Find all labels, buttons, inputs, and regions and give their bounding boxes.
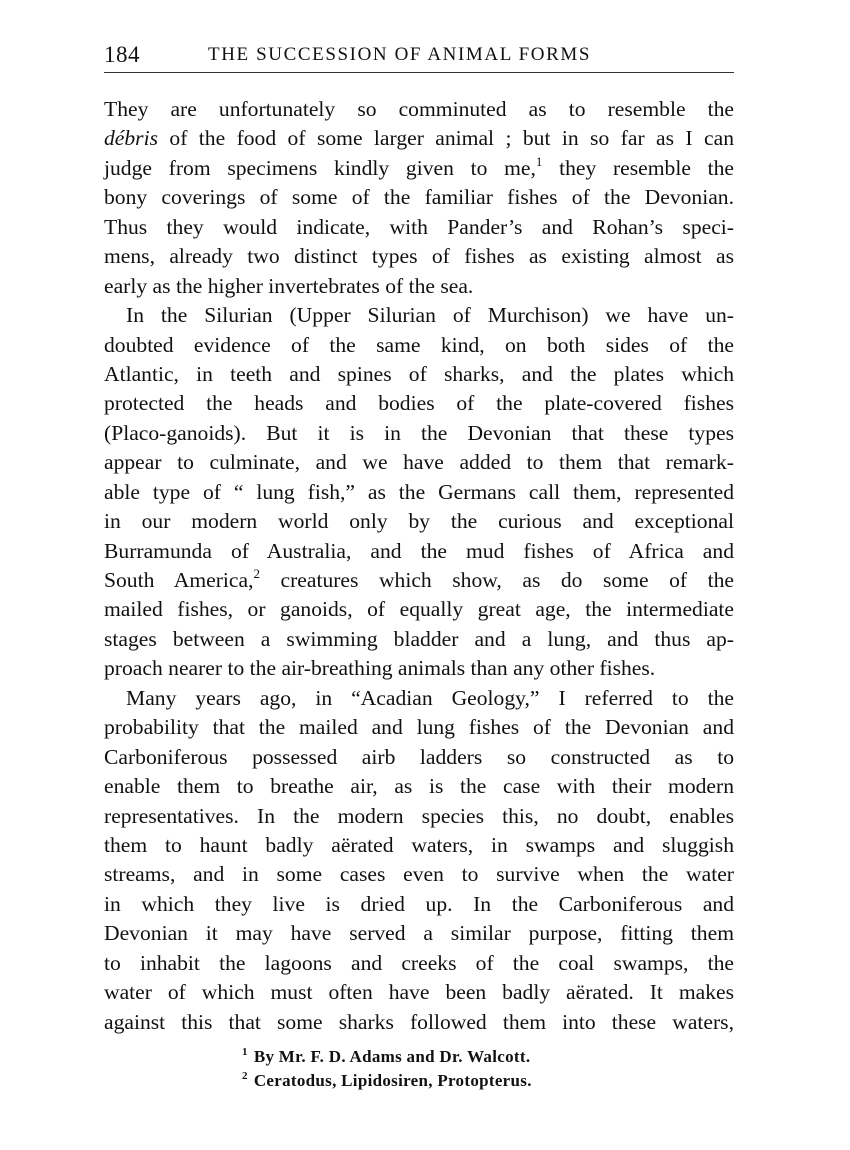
- footnote-text: Ceratodus, Lipidosiren, Protopterus.: [253, 1071, 532, 1090]
- text-line: doubted evidence of the same kind, on both sides of the: [104, 332, 734, 357]
- body-text: [104, 95, 734, 1037]
- text-line: to inhabit the lagoons and creeks of the coal swamps, the: [104, 950, 734, 975]
- text-line: them to haunt badly aërated waters, in swamps and sluggish: [104, 832, 734, 857]
- text-line: appear to culminate, and we have added to them that remark-: [104, 450, 734, 475]
- text-line: enable them to breathe air, as is the case with their modern: [104, 774, 734, 799]
- text-line: protected the heads and bodies of the plate-covered fishes: [104, 391, 734, 416]
- footnote-1: [104, 1045, 734, 1069]
- text-line: [104, 124, 734, 153]
- footnote-2: [104, 1069, 734, 1093]
- text-line: proach nearer to the air-breathing animals than any other fishes.: [104, 656, 656, 681]
- text-line: Thus they would indicate, with Pander’s and Rohan’s speci-: [104, 214, 734, 239]
- footnote-text: By Mr. F. D. Adams and Dr. Walcott.: [253, 1047, 531, 1066]
- text-line: bony coverings of some of the familiar fishes of the Devonian.: [104, 185, 734, 210]
- text-line: water of which must often have been badly aërated. It makes: [104, 980, 734, 1005]
- footnote-ref[interactable]: 1: [535, 153, 543, 169]
- footnotes: [104, 1045, 734, 1093]
- text-line: Burramunda of Australia, and the mud fishes of Africa and: [104, 538, 734, 563]
- text-line: against this that some sharks followed them into these waters,: [104, 1009, 734, 1034]
- text-line: [104, 566, 734, 595]
- text-fragment: South America,: [104, 568, 254, 592]
- text-line: early as the higher invertebrates of the sea.: [104, 273, 474, 298]
- running-head: [104, 38, 734, 73]
- footnote-ref[interactable]: 2: [253, 566, 260, 581]
- text-line: In the Silurian (Upper Silurian of Murchison) we have un-: [126, 303, 734, 328]
- paragraph-3: [104, 684, 734, 1037]
- text-fragment: judge from specimens kindly given to me,: [104, 155, 536, 180]
- italic-word: débris: [104, 126, 158, 151]
- text-line: Devonian it may have served a similar purpose, fitting them: [104, 921, 734, 946]
- text-fragment: of the food of some larger animal ; but in so far as I can: [169, 126, 734, 151]
- text-line: representatives. In the modern species this, no doubt, enables: [104, 803, 734, 828]
- text-line: Carboniferous possessed airb ladders so constructed as to: [104, 744, 734, 769]
- text-line: Atlantic, in teeth and spines of sharks, and the plates which: [104, 361, 734, 386]
- text-fragment: creatures which show, as do some of the: [259, 568, 734, 592]
- text-line: They are unfortunately so comminuted as to resemble the: [104, 97, 734, 121]
- text-line: able type of “ lung fish,” as the Germans call them, represented: [104, 479, 734, 504]
- book-page: [104, 38, 734, 1093]
- text-line: stages between a swimming bladder and a lung, and thus ap-: [104, 626, 734, 651]
- footnote-mark: 2: [242, 1070, 248, 1082]
- text-line: mailed fishes, or ganoids, of equally great age, the intermediate: [104, 597, 734, 622]
- text-line: [104, 154, 734, 183]
- running-title: THE SUCCESSION OF ANIMAL FORMS: [208, 44, 592, 65]
- text-line: (Placo-ganoids). But it is in the Devonian that these types: [104, 420, 734, 445]
- text-fragment: they resemble the: [542, 155, 734, 180]
- text-line: streams, and in some cases even to survive when the water: [104, 862, 734, 887]
- text-line: Many years ago, in “Acadian Geology,” I referred to the: [126, 685, 734, 710]
- text-line: mens, already two distinct types of fishes as existing almost as: [104, 244, 734, 269]
- page-number: 184: [104, 42, 140, 67]
- text-line: in our modern world only by the curious and exceptional: [104, 509, 734, 534]
- text-line: in which they live is dried up. In the Carboniferous and: [104, 891, 734, 916]
- paragraph-2: [104, 301, 734, 684]
- footnote-mark: 1: [242, 1046, 248, 1058]
- text-line: probability that the mailed and lung fishes of the Devonian and: [104, 715, 734, 740]
- paragraph-1: [104, 95, 734, 301]
